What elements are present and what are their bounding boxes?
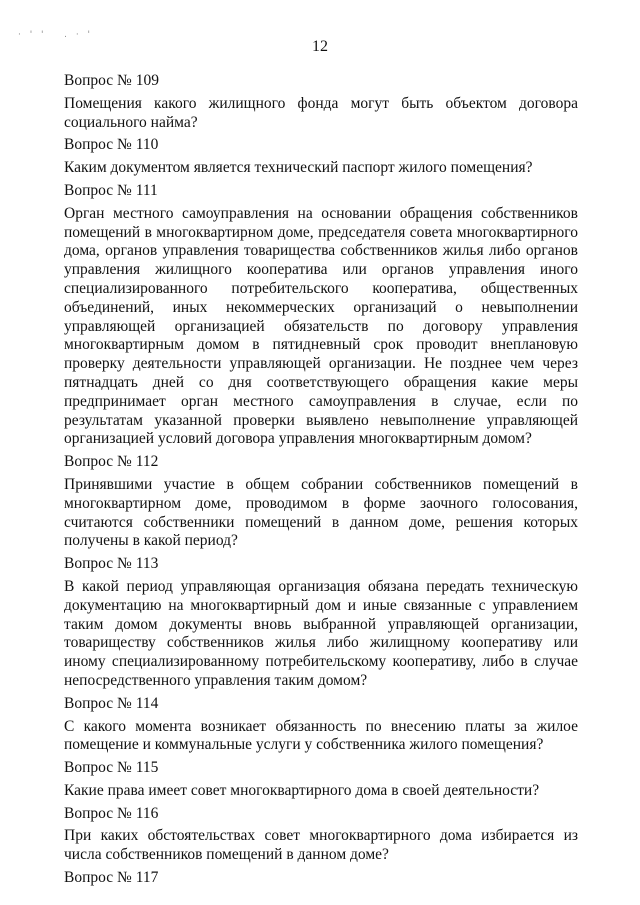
question-title: Вопрос № 115	[64, 759, 159, 777]
scan-noise-decoration: · ' ' . · '	[18, 30, 94, 40]
question-text: Принявшими участие в общем собрании собственников помещений в многоквартирном доме, проводимом в форме заочного голосования, считаются собственники помещений в данном доме, решения которых получены в какой период?	[64, 475, 578, 550]
questions-list	[64, 72, 578, 892]
question-block-117	[64, 869, 578, 888]
question-block-112	[64, 453, 578, 551]
question-text: При каких обстоятельствах совет многоквартирного дома избирается из числа собственников помещений в данном доме?	[64, 827, 578, 864]
question-text: В какой период управляющая организация обязана передать техническую документацию на многоквартирный дом и иные связанные с управлением таким домом документы вновь выбранной управляющей организации, товариществу собственников жилья либо жилищному кооперативу или иному специализированному потребительскому кооперативу, либо в случае непосредственного управления таким домом?	[64, 577, 578, 689]
question-block-110	[64, 136, 578, 178]
question-block-115	[64, 759, 578, 801]
question-title: Вопрос № 117	[64, 869, 159, 887]
question-text: Орган местного самоуправления на основании обращения собственников помещений в многоквартирном доме, председателя совета многоквартирного дома, органов управления товарищества собственников жилья либо органов управления жилищного кооператива или органов управления иного специализированного потребительского кооператива, общественных объединений, иных некоммерческих организаций о невыполнении управляющей организацией обязательств по договору управления многоквартирным домом в пятидневный срок проводит внеплановую проверку деятельности управляющей организации. Не позднее чем через пятнадцать дней со дня соответствующего обращения какие меры предпринимает орган местного самоуправления в случае, если по результатам указанной проверки выявлено невыполнение управляющей организацией условий договора управления многоквартирным домом?	[64, 204, 578, 448]
question-block-109	[64, 72, 578, 132]
question-title: Вопрос № 113	[64, 555, 159, 573]
question-title: Вопрос № 114	[64, 694, 159, 712]
page-number: 12	[312, 38, 328, 55]
question-title: Вопрос № 109	[64, 72, 159, 89]
question-text: С какого момента возникает обязанность по внесению платы за жилое помещение и коммунальные услуги у собственника жилого помещения?	[64, 717, 578, 754]
question-text: Какие права имеет совет многоквартирного дома в своей деятельности?	[64, 781, 540, 799]
question-block-116	[64, 805, 578, 865]
question-block-114	[64, 695, 578, 755]
question-block-113	[64, 555, 578, 691]
question-title: Вопрос № 116	[64, 804, 159, 822]
question-text: Каким документом является технический паспорт жилого помещения?	[64, 159, 533, 177]
question-title: Вопрос № 112	[64, 453, 159, 471]
question-block-111	[64, 182, 578, 449]
question-title: Вопрос № 110	[64, 136, 159, 154]
question-title: Вопрос № 111	[64, 181, 158, 199]
question-text: Помещения какого жилищного фонда могут быть объектом договора социального найма?	[64, 94, 578, 131]
